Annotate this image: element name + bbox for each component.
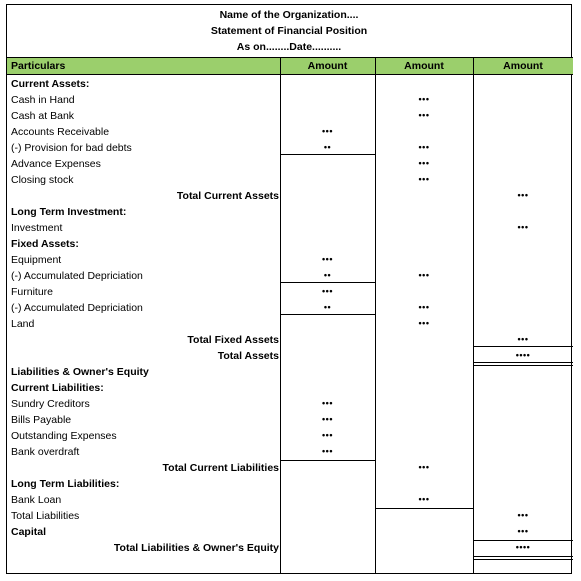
row-label: Total Liabilities [11, 510, 80, 522]
subtotal-rule [280, 314, 375, 315]
amount-cell [473, 172, 573, 188]
amount-cell [280, 476, 375, 492]
subtotal-rule [280, 154, 375, 155]
row-label: Current Assets: [11, 78, 90, 90]
table-row [7, 444, 573, 460]
amount-cell [280, 172, 375, 188]
amount-cell: ••• [322, 254, 333, 264]
amount-cell [375, 236, 473, 252]
table-row [7, 236, 573, 252]
amount-cell: •• [323, 302, 332, 312]
row-label: Bank overdraft [11, 446, 80, 458]
row-label: (-) Accumulated Depriciation [11, 302, 143, 314]
statement-date: As on........Date.......... [236, 41, 342, 53]
amount-cell [375, 364, 473, 380]
amount-cell [375, 124, 473, 140]
amount-cell [375, 524, 473, 540]
amount-cell [473, 492, 573, 508]
table-row [7, 380, 573, 396]
table-row [7, 316, 573, 332]
amount-cell [375, 348, 473, 364]
table-row [7, 204, 573, 220]
amount-cell: •• [323, 142, 332, 152]
amount-cell [375, 188, 473, 204]
amount-cell [473, 284, 573, 300]
row-label: Total Current Liabilities [162, 462, 279, 474]
amount-cell [280, 76, 375, 92]
amount-cell [375, 396, 473, 412]
subtotal-rule [473, 346, 573, 347]
row-label: Sundry Creditors [11, 398, 90, 410]
amount-cell [280, 188, 375, 204]
header-particulars: Particulars [7, 57, 280, 75]
row-label: Equipment [11, 254, 62, 266]
amount-cell [473, 268, 573, 284]
amount-cell: ••• [322, 398, 333, 408]
amount-cell [280, 236, 375, 252]
amount-cell [280, 380, 375, 396]
row-label: Long Term Liabilities: [11, 478, 120, 490]
subtotal-rule [375, 508, 473, 509]
amount-cell: ••• [322, 126, 333, 136]
amount-cell: ••• [418, 462, 430, 472]
amount-cell [473, 476, 573, 492]
amount-cell [375, 252, 473, 268]
amount-cell [375, 380, 473, 396]
amount-cell [280, 524, 375, 540]
amount-cell [473, 76, 573, 92]
row-label: Fixed Assets: [11, 238, 79, 250]
table-row [7, 252, 573, 268]
amount-cell [375, 444, 473, 460]
organization-name: Name of the Organization.... [219, 9, 359, 21]
table-row [7, 156, 573, 172]
row-label: Bills Payable [11, 414, 72, 426]
amount-cell: ••• [517, 510, 529, 520]
table-row [7, 124, 573, 140]
row-label: Cash in Hand [11, 94, 75, 106]
amount-cell [280, 348, 375, 364]
amount-cell: ••• [418, 94, 430, 104]
amount-cell [473, 444, 573, 460]
amount-cell [375, 284, 473, 300]
table-row [7, 508, 573, 524]
row-label: (-) Provision for bad debts [11, 142, 132, 154]
header-amount-1: Amount [280, 57, 375, 75]
table-row [7, 412, 573, 428]
amount-cell [280, 460, 375, 476]
amount-cell [280, 332, 375, 348]
amount-cell [375, 220, 473, 236]
table-row [7, 108, 573, 124]
amount-cell: ••• [418, 158, 430, 168]
amount-cell: •••• [515, 350, 531, 360]
table-row [7, 220, 573, 236]
table-row [7, 540, 573, 556]
row-label: Total Fixed Assets [187, 334, 279, 346]
row-label: Closing stock [11, 174, 74, 186]
total-double-rule [473, 365, 573, 366]
amount-cell [280, 316, 375, 332]
amount-cell [473, 156, 573, 172]
total-double-rule [473, 556, 573, 557]
amount-cell [280, 364, 375, 380]
amount-cell [473, 380, 573, 396]
amount-cell [473, 236, 573, 252]
amount-cell [473, 204, 573, 220]
financial-position-sheet [6, 4, 572, 574]
amount-cell: ••• [418, 318, 430, 328]
row-label: Capital [11, 526, 47, 538]
amount-cell: ••• [322, 430, 333, 440]
row-label: Long Term Investment: [11, 206, 127, 218]
header-amount-3: Amount [473, 57, 573, 75]
amount-cell: ••• [517, 526, 529, 536]
table-row [7, 284, 573, 300]
row-label: Outstanding Expenses [11, 430, 117, 442]
row-label: Current Liabilities: [11, 382, 104, 394]
subtotal-rule [473, 540, 573, 541]
amount-cell [473, 252, 573, 268]
amount-cell [375, 332, 473, 348]
amount-cell [280, 540, 375, 556]
amount-cell [280, 156, 375, 172]
amount-cell [280, 508, 375, 524]
table-row [7, 476, 573, 492]
amount-cell: ••• [322, 414, 333, 424]
row-label: Liabilities & Owner's Equity [11, 366, 149, 378]
amount-cell [280, 92, 375, 108]
row-label: Total Current Assets [176, 190, 279, 202]
table-row [7, 92, 573, 108]
amount-cell [280, 492, 375, 508]
amount-cell [473, 412, 573, 428]
subtotal-rule [280, 460, 375, 461]
total-double-rule [473, 362, 573, 363]
amount-cell [375, 476, 473, 492]
amount-cell [473, 460, 573, 476]
amount-cell [473, 124, 573, 140]
amount-cell: ••• [418, 174, 430, 184]
subtotal-rule [280, 282, 375, 283]
table-row [7, 172, 573, 188]
amount-cell [375, 204, 473, 220]
amount-cell [473, 364, 573, 380]
row-label: Furniture [11, 286, 54, 298]
amount-cell [280, 220, 375, 236]
table-row [7, 492, 573, 508]
row-label: Land [11, 318, 35, 330]
amount-cell: ••• [517, 222, 529, 232]
amount-cell: •• [323, 270, 332, 280]
amount-cell [473, 140, 573, 156]
amount-cell: ••• [322, 286, 333, 296]
amount-cell: ••• [418, 142, 430, 152]
amount-cell [280, 204, 375, 220]
amount-cell [473, 428, 573, 444]
amount-cell: ••• [517, 334, 529, 344]
amount-cell: ••• [322, 446, 333, 456]
table-row [7, 396, 573, 412]
amount-cell [280, 108, 375, 124]
table-row [7, 460, 573, 476]
amount-cell [473, 396, 573, 412]
statement-title: Statement of Financial Position [210, 25, 368, 37]
table-row [7, 76, 573, 92]
amount-cell [375, 540, 473, 556]
amount-cell [375, 428, 473, 444]
header-amount-2: Amount [375, 57, 473, 75]
row-label: Cash at Bank [11, 110, 75, 122]
row-label: Investment [11, 222, 63, 234]
amount-cell: •••• [515, 542, 531, 552]
row-label: Total Liabilities & Owner's Equity [113, 542, 279, 554]
row-label: Accounts Receivable [11, 126, 110, 138]
amount-cell [473, 300, 573, 316]
amount-cell: ••• [517, 190, 529, 200]
amount-cell [473, 316, 573, 332]
amount-cell [473, 92, 573, 108]
amount-cell: ••• [418, 494, 430, 504]
amount-cell [375, 412, 473, 428]
table-row [7, 524, 573, 540]
amount-cell: ••• [418, 302, 430, 312]
table-row [7, 188, 573, 204]
row-label: Bank Loan [11, 494, 62, 506]
total-double-rule [473, 559, 573, 560]
table-row [7, 428, 573, 444]
amount-cell [473, 108, 573, 124]
table-row [7, 364, 573, 380]
row-label: (-) Accumulated Depriciation [11, 270, 143, 282]
row-label: Total Assets [217, 350, 279, 362]
amount-cell: ••• [418, 110, 430, 120]
amount-cell [375, 508, 473, 524]
amount-cell: ••• [418, 270, 430, 280]
row-label: Advance Expenses [11, 158, 101, 170]
amount-cell [375, 76, 473, 92]
